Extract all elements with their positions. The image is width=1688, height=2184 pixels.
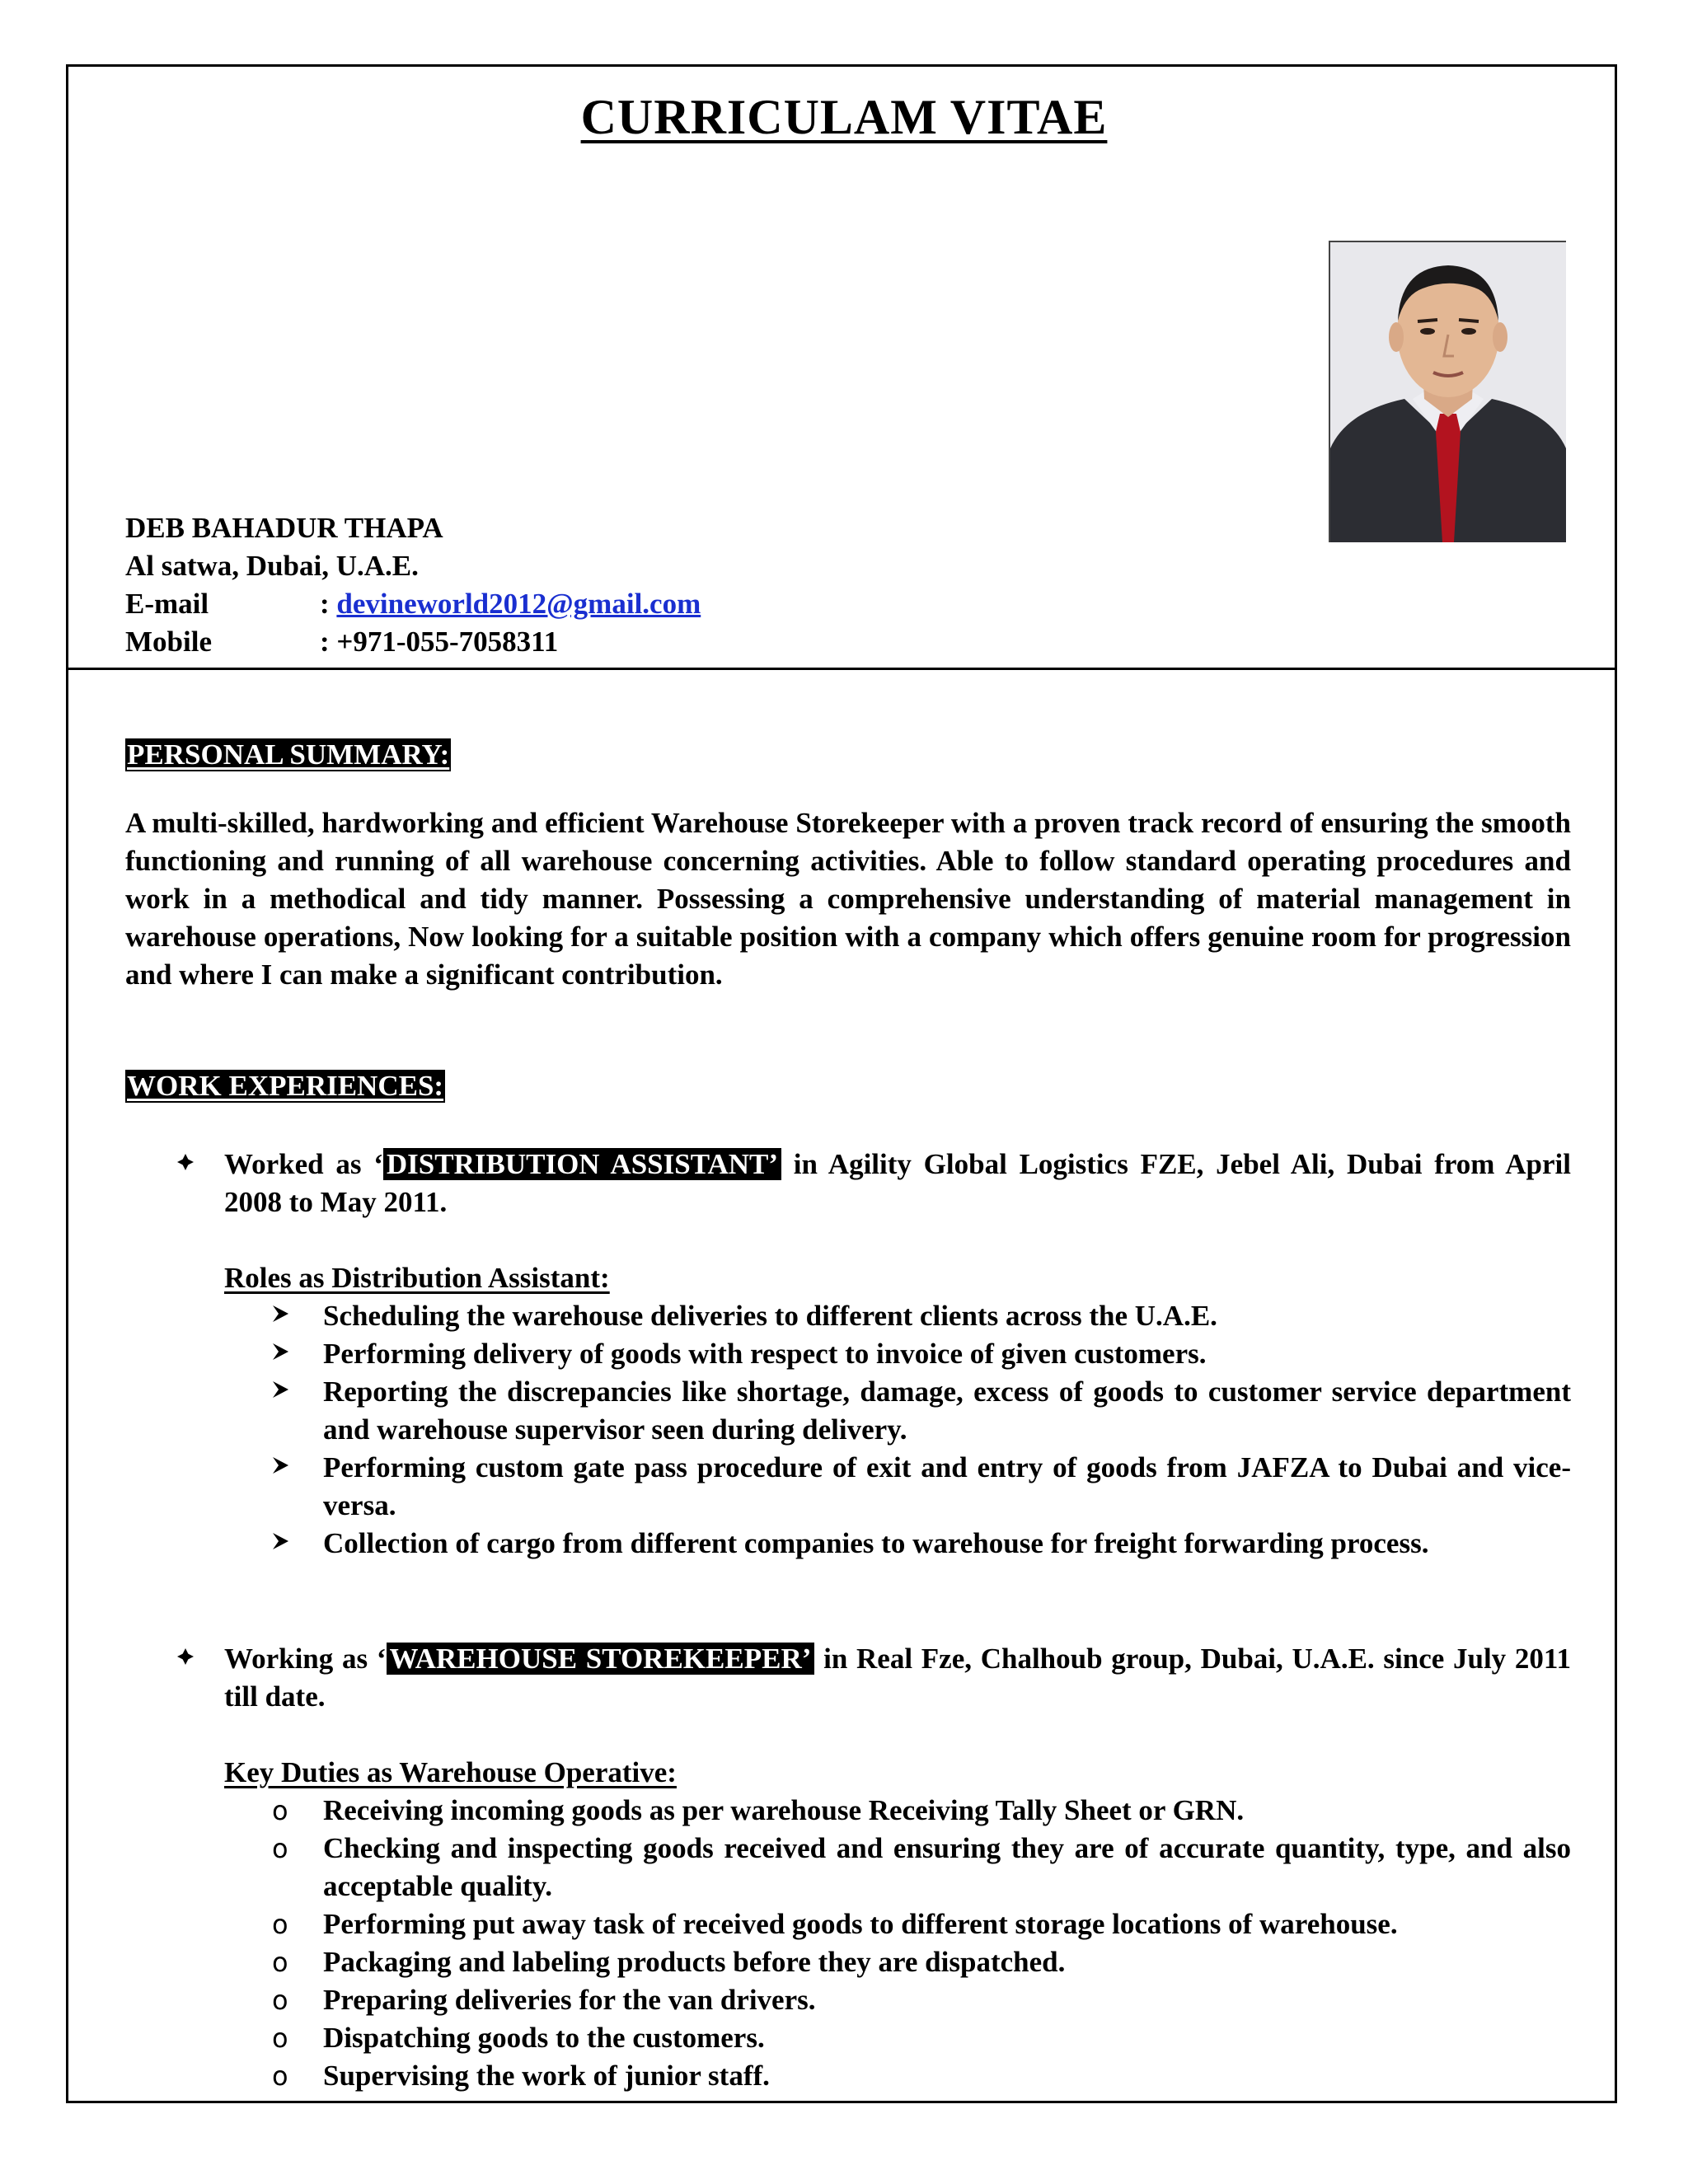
roles-list bbox=[224, 1297, 1571, 1563]
arrowhead-bullet-icon bbox=[270, 1525, 292, 1568]
arrowhead-bullet-icon bbox=[270, 1373, 292, 1416]
page-title: CURRICULAM VITAE bbox=[580, 90, 1108, 144]
list-item: o Supervising the work of junior staff. bbox=[224, 2057, 1571, 2095]
job-1-role: DISTRIBUTION ASSISTANT’ bbox=[383, 1148, 781, 1180]
list-item: Collection of cargo from different companies to warehouse for freight forwarding process. bbox=[224, 1525, 1571, 1563]
arrowhead-bullet-icon bbox=[270, 1335, 292, 1378]
list-item: Scheduling the warehouse deliveries to different clients across the U.A.E. bbox=[224, 1297, 1571, 1335]
circle-bullet-icon: o bbox=[272, 2060, 288, 2092]
list-item: o Preparing deliveries for the van drivers. bbox=[224, 1981, 1571, 2019]
mobile-label: Mobile bbox=[125, 626, 212, 658]
circle-bullet-icon: o bbox=[272, 1833, 288, 1864]
list-item: Performing delivery of goods with respect to invoice of given customers. bbox=[224, 1335, 1571, 1373]
header-divider bbox=[68, 668, 1615, 670]
list-item: o Checking and inspecting goods received and ensuring they are of accurate quantity, type, and also acceptable quality. bbox=[224, 1830, 1571, 1905]
email-row bbox=[125, 585, 701, 623]
contact-block bbox=[125, 509, 701, 661]
job-entry-2 bbox=[171, 1640, 1571, 1716]
personal-summary-heading: PERSONAL SUMMARY: bbox=[127, 738, 450, 771]
circle-bullet-icon: o bbox=[272, 1795, 288, 1826]
circle-bullet-icon: o bbox=[272, 2022, 288, 2054]
arrowhead-bullet-icon bbox=[270, 1297, 292, 1340]
circle-bullet-icon: o bbox=[272, 1909, 288, 1940]
mobile-separator: : bbox=[320, 626, 330, 658]
personal-summary-text: A multi-skilled, hardworking and efficient Warehouse Storekeeper with a proven track record of ensuring the smooth functioning and running of all warehouse concerning activities. Able to follow standard operating procedures and work in a methodical and tidy manner. Possessing a comprehensive understanding of material management in warehouse operations, Now looking for a suitable position with a company which offers genuine room for progression and where I can make a significant contribution. bbox=[125, 807, 1571, 991]
applicant-address: Al satwa, Dubai, U.A.E. bbox=[125, 550, 419, 582]
circle-bullet-icon: o bbox=[272, 1985, 288, 2016]
job-entry-1-text: Worked as ‘ DISTRIBUTION ASSISTANT’ in Agility Global Logistics FZE, Jebel Ali, Dubai from April 2008 to May 2011. bbox=[224, 1148, 1571, 1218]
circle-bullet-icon: o bbox=[272, 1947, 288, 1978]
email-link[interactable]: devineworld2012@gmail.com bbox=[336, 588, 701, 620]
list-item: o Receiving incoming goods as per warehouse Receiving Tally Sheet or GRN. bbox=[224, 1792, 1571, 1830]
mobile-number: +971-055-7058311 bbox=[336, 626, 559, 658]
job-entry-1 bbox=[171, 1146, 1571, 1221]
roles-heading: Roles as Distribution Assistant: bbox=[224, 1262, 610, 1294]
list-item: o Dispatching goods to the customers. bbox=[224, 2019, 1571, 2057]
list-item: Performing custom gate pass procedure of exit and entry of goods from JAFZA to Dubai and vice-versa. bbox=[224, 1449, 1571, 1525]
diamond-bullet-icon bbox=[171, 1640, 221, 1683]
list-item: o Packaging and labeling products before they are dispatched. bbox=[224, 1943, 1571, 1981]
list-item: Reporting the discrepancies like shortage, damage, excess of goods to customer service department and warehouse supervisor seen during delivery. bbox=[224, 1373, 1571, 1449]
profile-photo-illustration bbox=[1330, 242, 1566, 542]
diamond-bullet-icon bbox=[171, 1146, 221, 1188]
job-entry-2-text: Working as ‘ WAREHOUSE STOREKEEPER’ in Real Fze, Chalhoub group, Dubai, U.A.E. since July 2011 till date. bbox=[224, 1643, 1571, 1713]
arrowhead-bullet-icon bbox=[270, 1449, 292, 1492]
email-separator: : bbox=[320, 588, 330, 620]
mobile-row bbox=[125, 623, 701, 661]
list-item: o Performing put away task of received goods to different storage locations of warehouse. bbox=[224, 1905, 1571, 1943]
duties-heading: Key Duties as Warehouse Operative: bbox=[224, 1756, 677, 1788]
job-2-role: WAREHOUSE STOREKEEPER’ bbox=[387, 1643, 815, 1675]
profile-photo bbox=[1329, 241, 1566, 542]
email-label: E-mail bbox=[125, 588, 209, 620]
work-experiences-heading: WORK EXPERIENCES: bbox=[127, 1070, 444, 1102]
duties-list bbox=[224, 1792, 1571, 2095]
applicant-name: DEB BAHADUR THAPA bbox=[125, 512, 443, 544]
